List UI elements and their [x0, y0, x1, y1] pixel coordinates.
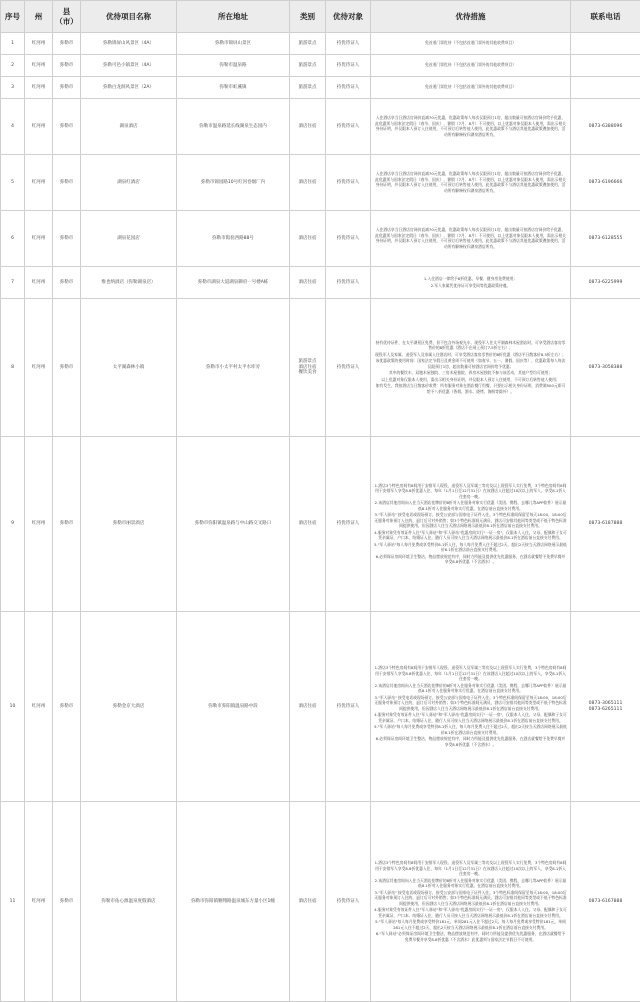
cell-county — [53, 299, 81, 437]
cell-address-text: 弥勒市温泉路 — [220, 63, 247, 68]
cell-county — [53, 267, 81, 299]
cell-no-text: 6 — [11, 236, 14, 241]
cell-prefecture-text: 红河州 — [32, 180, 46, 185]
cell-phone-text: 0873-6196666 — [589, 180, 623, 185]
cell-prefecture-text: 红河州 — [32, 365, 46, 370]
cell-no-text: 7 — [11, 280, 14, 285]
cell-phone-text: 0873-6225999 — [589, 280, 623, 285]
cell-category — [290, 33, 326, 55]
measure-paragraph: 6.必须保证房间环境卫生整洁，物品摆放规范有序，同时力所能及提供优先优惠服务，在酒店就餐给予免费早餐并享受8.8折优惠（不含酒水）。 — [374, 554, 567, 565]
cell-prefecture — [25, 299, 53, 437]
table-row — [1, 299, 640, 437]
cell-address-text: 弥勒市虹溪镇 — [220, 85, 247, 90]
cell-phone-text: 0873-6187888 — [589, 521, 623, 526]
measure-paragraph: 入住酒店享当日酒店官网价直减70元优惠，优惠政策每人每次仅限预订1房，超出数量可按酒店官网价给予优惠，此优惠须与国家法定假日（春节、国庆）、暑假（7月、8月）不可使用，以上优惠对象仅限本人使用，需出示相关身份证明，并仅限本人预订入住使用，不可预订后转售他人使用，此优惠政策不与酒店其他优惠政策叠加使用，活动所有解释权归湖泉酒店所有。 — [374, 171, 567, 193]
cell-project-text: 湖泉红酒店 — [117, 180, 140, 185]
cell-category — [290, 802, 326, 1002]
cell-phone — [571, 55, 640, 77]
table-header-row — [1, 1, 640, 33]
cell-phone — [571, 802, 640, 1002]
measure-paragraph: 入住酒店享当日酒店官网价直减70元优惠，优惠政策每人每次仅限预订1房，超出数量可按酒店官网价给予优惠，此优惠须与国家法定假日（春节、国庆）、暑假（7月、8月）不可使用，以上优惠对象仅限本人使用，需出示相关身份证明，并仅限本人预订入住使用，不可预订后转售他人使用，此优惠政策不与酒店其他优惠政策叠加使用，活动所有解释权归湖泉酒店所有。 — [374, 227, 567, 249]
cell-project-text: 太平湖森林小镇 — [113, 365, 145, 370]
cell-address — [177, 33, 290, 55]
cell-prefecture — [25, 55, 53, 77]
cell-no — [1, 299, 25, 437]
cell-phone — [571, 33, 640, 55]
cell-category — [290, 437, 326, 612]
cell-project — [81, 155, 177, 211]
cell-category — [290, 211, 326, 267]
cell-address — [177, 802, 290, 1002]
measure-paragraph: 2.该酒店其他房间向入住当天酒店挂牌价的8折对入住服务对象实行优惠（美团、携程、去哪儿等APP软件）展示最低8.1折对入住服务对象实行优惠，在酒店前台直接支付费用。 — [374, 500, 567, 511]
measure-paragraph: 5."军人驿站"每人每月免费或享受特价181元，单间281元入住不超过2天。每人每月免费或享受特价181元，单间281元入住不超过2天，超出2天按当天酒店网络展示最低价8.1折在酒店前台直接支付费用。 — [374, 919, 567, 930]
cell-project-text: 弥勒市丽景酒店 — [113, 521, 145, 526]
cell-prefecture-text: 红河州 — [32, 899, 46, 904]
header-prefecture: 州 — [25, 1, 53, 33]
cell-address-text: 弥勒市小太平村太平水库旁 — [206, 365, 260, 370]
cell-category — [290, 299, 326, 437]
cell-prefecture — [25, 155, 53, 211]
cell-no — [1, 55, 25, 77]
cell-measures — [371, 299, 571, 437]
cell-address — [177, 211, 290, 267]
cell-target-text: 持优待证人 — [337, 180, 360, 185]
cell-address — [177, 437, 290, 612]
cell-category-text: 旅游景点 — [299, 41, 317, 46]
cell-county — [53, 437, 81, 612]
cell-category-text: 酒店住宿 — [299, 124, 317, 129]
cell-address — [177, 77, 290, 99]
cell-phone-text: 0873-3058388 — [589, 365, 623, 370]
cell-address — [177, 612, 290, 802]
cell-address-text: 弥勒市锦园路10号红河卷烟厂内 — [201, 180, 265, 185]
cell-county-text: 弥勒市 — [60, 365, 74, 370]
cell-no-text: 9 — [11, 521, 14, 526]
cell-category — [290, 267, 326, 299]
cell-target — [326, 802, 371, 1002]
cell-project — [81, 267, 177, 299]
measure-paragraph: 免首道门票优待（不包括首道门票外的其他收费项目） — [374, 62, 567, 68]
cell-county-text: 弥勒市 — [60, 85, 74, 90]
measure-paragraph: 5."军人驿站"每人每月免费或享受特价8.1折入住，每人每月免费入住不超过2天，超出2天按当天酒店网络展示最低价8.1折在酒店前台直接支付费用。 — [374, 724, 567, 735]
measure-paragraph: 免首道门票优待（不包括首道门票外的其他收费项目） — [374, 84, 567, 90]
header-address: 所在地址 — [177, 1, 290, 33]
table-row — [1, 33, 640, 55]
cell-category-text: 旅游景点 — [299, 63, 317, 68]
cell-prefecture — [25, 267, 53, 299]
cell-no — [1, 612, 25, 802]
measure-paragraph: 1.酒店3个特色房间有8间用于安排军人现役、退役军人及军属三等功及以上现役军人实行免费，3个特色房间有8间用于安排军人享受8.8折优惠入住，每年（1月1日至12月31日）在该酒店入住超过10次以上的军人，享受8.1折入住套房一晚。 — [374, 665, 567, 682]
measure-paragraph: 其中的餐饮车、双胞木屋独院、三房木屋独院、四房木屋独院不参与该活动，其他户型均可使用； — [374, 370, 567, 376]
cell-prefecture-text: 红河州 — [32, 85, 46, 90]
cell-target-text: 持优待证人 — [337, 280, 360, 285]
cell-measures — [371, 437, 571, 612]
cell-target — [326, 299, 371, 437]
cell-county — [53, 211, 81, 267]
cell-target-text: 持优待证人 — [337, 85, 360, 90]
cell-project-text: 维也纳酒店（弥勒湖泉店） — [102, 280, 156, 285]
measure-paragraph: 该优惠政策的使用时间：国家法定节假日及黄金周不可使用（如春节、五一、暑假、国庆等），优惠政策每人每次仅限预订1房，超出数量可按酒店官网价给予优惠； — [374, 358, 567, 369]
cell-project — [81, 211, 177, 267]
cell-address — [177, 299, 290, 437]
cell-project-text: 弥勒锦屏山风景区（4A） — [103, 41, 154, 46]
cell-target — [326, 155, 371, 211]
table-body — [1, 33, 640, 1002]
cell-category-text: 旅游景点 酒店住宿 餐饮美食 — [299, 359, 317, 376]
cell-county-text: 弥勒市 — [60, 280, 74, 285]
cell-no-text: 4 — [11, 124, 14, 129]
cell-prefecture — [25, 612, 53, 802]
cell-category-text: 旅游景点 — [299, 85, 317, 90]
cell-target — [326, 55, 371, 77]
measure-paragraph: 1.入住酒店一律给予8折优惠，早餐、健身房免费使用； — [374, 276, 567, 282]
cell-no-text: 1 — [11, 41, 14, 46]
measure-paragraph: 4.服务对象凭有效证件入住"军人驿站"和"军人驿站"优惠房间实行"一证一房"，仅限本人入住。父母、配偶和子女可凭亲属证、户口本、结婚证入住，随行人员可按入住当天酒店网络展示最低价8.1折在酒店前台直接支付费用。 — [374, 907, 567, 918]
cell-measures — [371, 267, 571, 299]
cell-address-text: 弥勒市温泉路延长线湖泉生态园内 — [199, 124, 267, 129]
measure-paragraph: 3."军人驿站" 接受电话或现场预订，接受公安部与国家电子证件入住。3个特色标准间保留至每天18:00，18:00后无服务对象预订入住的，退订后可对外销售；如3个特色标准间无满员，酒店可安排其他同等类型或不低于特色标准间提供使用，但因酒店人住当天酒店网络展示最低价8.1折在酒店前台直接支付费用。 — [374, 512, 567, 529]
measure-paragraph: 3."军人驿站" 接受电话或现场预订，接受公安部与国家电子证件入住。3个特色标准间保留至每天18:00，18:00后无服务对象预订入住的，退订后可对外销售；如3个特色标准间无满员，酒店可安排其他同等类型或不低于特色标准间提供使用，但因酒店人住当天酒店网络展示最低价8.1折在酒店前台直接支付费用。 — [374, 695, 567, 712]
cell-address — [177, 99, 290, 155]
measure-paragraph: 6.必须保证房间环境卫生整洁，物品摆放规范有序，同时力所能及提供优先优惠服务，在酒店就餐给予免费早餐并享受8.8折优惠（不含酒水）。 — [374, 736, 567, 747]
measure-paragraph: 3."军人驿站" 接受电话或现场预订，接受公安部与国家电子证件入住。3个特色标准间保留至每天18:00，18:00后无服务对象预订入住的，退订后可对外销售；如3个特色标准间无满员，酒店可安排其他同等类型或不低于特色标准间提供使用，但因酒店人住当天酒店网络展示最低价8.1折在酒店前台直接支付费用。 — [374, 890, 567, 907]
cell-target-text: 持优待证人 — [337, 704, 360, 709]
cell-project — [81, 612, 177, 802]
cell-county-text: 弥勒市 — [60, 899, 74, 904]
cell-phone — [571, 155, 640, 211]
measure-paragraph: 2.军人家属凭优待证可享受同等优惠政策待遇。 — [374, 283, 567, 289]
cell-no-text: 10 — [10, 704, 16, 709]
cell-project — [81, 33, 177, 55]
cell-project — [81, 99, 177, 155]
measure-paragraph: 4.服务对象凭有效证件入住"军人驿站"和"军人驿站"优惠房间实行"一证一房"，仅限本人入住。父母、配偶和子女可凭亲属证、户口本、结婚证入住，随行人员可按入住当天酒店网络展示最低价8.1折在酒店前台直接支付费用。 — [374, 712, 567, 723]
cell-no-text: 11 — [10, 899, 16, 904]
cell-address — [177, 267, 290, 299]
measure-paragraph: 免首道门票优待（不包括首道门票外的其他收费项目） — [374, 40, 567, 46]
cell-measures — [371, 211, 571, 267]
cell-target — [326, 437, 371, 612]
cell-category-text: 酒店住宿 — [299, 180, 317, 185]
cell-target-text: 持优待证人 — [337, 365, 360, 370]
cell-category-text: 酒店住宿 — [299, 280, 317, 285]
cell-county-text: 弥勒市 — [60, 180, 74, 185]
cell-measures — [371, 155, 571, 211]
cell-prefecture — [25, 437, 53, 612]
cell-no — [1, 437, 25, 612]
measure-paragraph: 以上优惠对象仅限本人使用，需出示相关身份证明，并仅限本人预订入住使用，不可预订后转售他人使用； — [374, 377, 567, 383]
cell-project-text: 湖泉花园店 — [117, 236, 140, 241]
header-phone: 联系电话 — [571, 1, 640, 33]
cell-measures — [371, 55, 571, 77]
cell-target-text: 持优待证人 — [337, 236, 360, 241]
table-row — [1, 99, 640, 155]
measure-paragraph: 2.该酒店其他房间向入住当天酒店挂牌价的8折对入住服务对象实行优惠（美团、携程、去哪儿等APP软件）展示最低8.1折对入住服务对象实行优惠，在酒店前台直接支付费用。 — [374, 683, 567, 694]
table-row — [1, 267, 640, 299]
cell-phone — [571, 437, 640, 612]
cell-project — [81, 437, 177, 612]
cell-category — [290, 55, 326, 77]
cell-target-text: 持优待证人 — [337, 63, 360, 68]
cell-target-text: 持优待证人 — [337, 41, 360, 46]
cell-county-text: 弥勒市 — [60, 521, 74, 526]
cell-phone-text: 0873-6128555 — [589, 236, 623, 241]
cell-category-text: 酒店住宿 — [299, 521, 317, 526]
measure-paragraph: 现役军人及家属、退役军人及家属入住酒店时，可享受酒店客房零售价的8折优惠（酒店平日散客价8.5折左右）； — [374, 352, 567, 358]
measure-paragraph: 2.该酒店其他房间向入住当天酒店挂牌价的8折对入住服务对象实行优惠（美团、携程、去哪儿等APP软件）展示最低8.1折对入住服务对象实行优惠，在酒店前台直接支付费用。 — [374, 878, 567, 889]
cell-target — [326, 211, 371, 267]
cell-prefecture — [25, 99, 53, 155]
cell-prefecture-text: 红河州 — [32, 236, 46, 241]
cell-measures — [371, 99, 571, 155]
cell-target — [326, 99, 371, 155]
cell-county — [53, 155, 81, 211]
cell-phone — [571, 612, 640, 802]
cell-no — [1, 77, 25, 99]
cell-category-text: 酒店住宿 — [299, 704, 317, 709]
cell-prefecture-text: 红河州 — [32, 280, 46, 285]
cell-phone — [571, 77, 640, 99]
cell-phone — [571, 267, 640, 299]
cell-county — [53, 55, 81, 77]
cell-no — [1, 211, 25, 267]
cell-prefecture — [25, 211, 53, 267]
cell-phone-text: 0873-6167888 — [589, 899, 623, 904]
cell-project — [81, 77, 177, 99]
measure-paragraph: 1.酒店3个特色房间有8间用于安排军人现役、退役军人及军属三等功及以上现役军人实行免费，3个特色房间有8间用于安排军人享受8.8折优惠入住，每年（1月1日至12月31日）在该酒店入住超过10次以上的军人，享受8.1折入住套房一晚。 — [374, 860, 567, 877]
table-row — [1, 802, 640, 1002]
table-row — [1, 437, 640, 612]
cell-prefecture — [25, 802, 53, 1002]
cell-phone-text: 0873-6388096 — [589, 124, 623, 129]
cell-project-text: 弥勒市佑心源温泉度假酒店 — [102, 899, 156, 904]
cell-address-text: 弥勒市弥阳镇温泉路与中山路交叉路口 — [195, 521, 272, 526]
measure-paragraph: 如有发生，我按酒店当日散客价收费：所有服务对象在酒店餐厅用餐，只要出示相关身份证明，消费满500元即可给予八折优惠（香烟、酒水、烧烤、海鲜等除外）。 — [374, 383, 567, 394]
cell-no — [1, 267, 25, 299]
header-county: 县（市） — [53, 1, 81, 33]
cell-prefecture-text: 红河州 — [32, 41, 46, 46]
header-target: 优待对象 — [326, 1, 371, 33]
cell-target-text: 持优待证人 — [337, 521, 360, 526]
header-category: 类别 — [290, 1, 326, 33]
cell-target-text: 持优待证人 — [337, 124, 360, 129]
cell-measures — [371, 612, 571, 802]
cell-category — [290, 77, 326, 99]
measure-paragraph: 1.酒店3个特色房间有8间用于安排军人现役、退役军人及军属三等功及以上现役军人实行免费，3个特色房间有8间用于安排军人享受8.8折优惠入住，每年（1月1日至12月31日）在该酒店入住超过10次以上的军人，享受8.1折入住套房一晚。 — [374, 483, 567, 500]
cell-category-text: 酒店住宿 — [299, 899, 317, 904]
cell-prefecture — [25, 33, 53, 55]
header-no: 序号 — [1, 1, 25, 33]
cell-prefecture-text: 红河州 — [32, 63, 46, 68]
cell-prefecture-text: 红河州 — [32, 124, 46, 129]
measure-paragraph: 入住酒店享当日酒店官网价直减70元优惠，优惠政策每人每次仅限预订1房，超出数量可按酒店官网价给予优惠，此优惠须与国家法定假日（春节、国庆）、暑假（7月、8月）不可使用，以上优惠对象仅限本人使用，需出示相关身份证明，并仅限本人预订入住使用，不可预订后转售他人使用，此优惠政策不与酒店其他优惠政策叠加使用，活动所有解释权归湖泉酒店所有。 — [374, 115, 567, 137]
cell-category — [290, 99, 326, 155]
cell-no — [1, 33, 25, 55]
cell-county — [53, 33, 81, 55]
cell-project-text: 湖泉酒店 — [120, 124, 138, 129]
cell-address-text: 弥勒市锦屏山景区 — [215, 41, 251, 46]
cell-measures — [371, 77, 571, 99]
measure-paragraph: 持有优待证件，在太平湖景区免费，但不包含外场观光车、现役军人住太平湖森林木屋酒店时，可享受酒店客房零售价的8折优惠（酒店不在网上预订7.5折左右）； — [374, 340, 567, 351]
measure-paragraph: 5."军人驿站"每人每月免费或享受特价8.1折入住，每人每月免费入住不超过2天，超出2天按当天酒店网络展示最低价8.1折在酒店前台直接支付费用。 — [374, 542, 567, 553]
cell-county — [53, 99, 81, 155]
cell-county — [53, 77, 81, 99]
cell-county-text: 弥勒市 — [60, 236, 74, 241]
cell-no — [1, 802, 25, 1002]
cell-phone — [571, 99, 640, 155]
cell-project-text: 弥勒可邑小镇景区（4A） — [103, 63, 154, 68]
cell-phone — [571, 211, 640, 267]
cell-no-text: 3 — [11, 85, 14, 90]
cell-county — [53, 802, 81, 1002]
cell-prefecture — [25, 77, 53, 99]
cell-category — [290, 155, 326, 211]
cell-category — [290, 612, 326, 802]
header-measures: 优待措施 — [371, 1, 571, 33]
cell-county-text: 弥勒市 — [60, 41, 74, 46]
cell-phone-text: 0873-3065111 0873-6265111 — [589, 701, 623, 712]
cell-address — [177, 155, 290, 211]
cell-address-text: 弥勒市湖泉大道湖泉御府一号楼A栋 — [198, 280, 269, 285]
cell-project — [81, 299, 177, 437]
cell-address — [177, 55, 290, 77]
cell-county-text: 弥勒市 — [60, 124, 74, 129]
table-row — [1, 55, 640, 77]
table-row — [1, 155, 640, 211]
cell-prefecture-text: 红河州 — [32, 704, 46, 709]
cell-county-text: 弥勒市 — [60, 63, 74, 68]
cell-target — [326, 612, 371, 802]
cell-target — [326, 33, 371, 55]
cell-project — [81, 55, 177, 77]
cell-no-text: 2 — [11, 63, 14, 68]
cell-measures — [371, 33, 571, 55]
table-row — [1, 77, 640, 99]
measure-paragraph: 4.服务对象凭有效证件入住"军人驿站"和"军人驿站"优惠房间实行"一证一房"，仅限本人入住。父母、配偶和子女可凭亲属证、户口本、结婚证入住，随行人员可按入住当天酒店网络展示最低价8.1折在酒店前台直接支付费用。 — [374, 530, 567, 541]
table-row — [1, 612, 640, 802]
cell-county-text: 弥勒市 — [60, 704, 74, 709]
header-project: 优待项目名称 — [81, 1, 177, 33]
cell-no — [1, 155, 25, 211]
cell-no-text: 5 — [11, 180, 14, 185]
cell-address-text: 弥勒市髯翁西路88号 — [212, 236, 254, 241]
cell-county — [53, 612, 81, 802]
cell-address-text: 弥勒市弥阳镇温泉路中段 — [208, 704, 258, 709]
cell-category-text: 酒店住宿 — [299, 236, 317, 241]
cell-target — [326, 77, 371, 99]
table-row — [1, 211, 640, 267]
cell-project-text: 弥勒金京大酒店 — [113, 704, 145, 709]
measure-paragraph: 6."军人驿站"必须保证房间环境卫生整洁，物品摆放规范有序，同时力所能及提供优先优惠服务，在酒店就餐给予免费早餐并享受8.8折优惠（不含酒水）此优惠须与国家法定节假日不可使用。 — [374, 931, 567, 942]
cell-target-text: 持优待证人 — [337, 899, 360, 904]
cell-target — [326, 267, 371, 299]
cell-measures — [371, 802, 571, 1002]
cell-no-text: 8 — [11, 365, 14, 370]
cell-phone — [571, 299, 640, 437]
cell-address-text: 弥勒市弥阳镇翱翔路温泉城东方量小区1幢 — [191, 899, 275, 904]
cell-prefecture-text: 红河州 — [32, 521, 46, 526]
cell-project — [81, 802, 177, 1002]
cell-project-text: 弥勒白龙洞风景区（2A） — [103, 85, 154, 90]
cell-no — [1, 99, 25, 155]
